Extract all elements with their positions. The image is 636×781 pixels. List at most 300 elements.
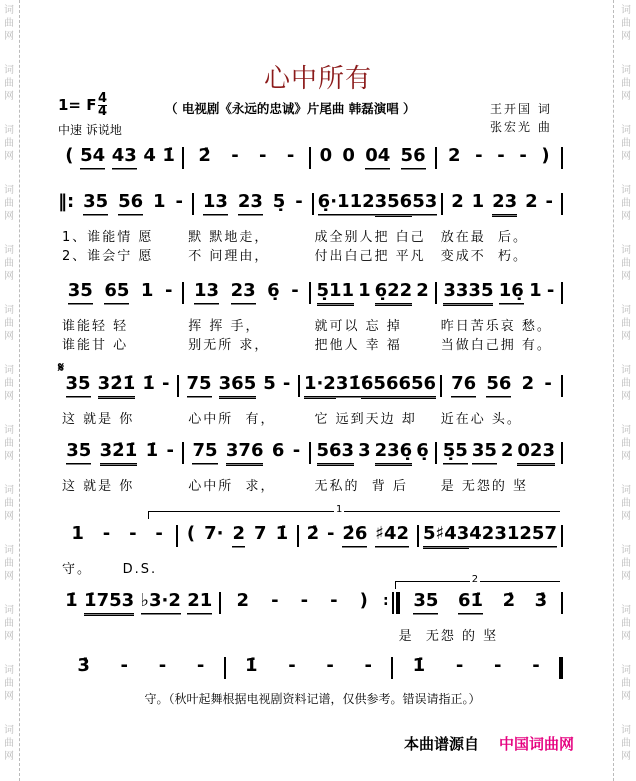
note: 1 <box>471 191 485 212</box>
note: 7 <box>254 523 267 544</box>
note: 35 <box>66 373 91 399</box>
lyric-segment: 心中所 求， <box>188 479 276 494</box>
lyrics-line <box>58 315 563 334</box>
note: 1 <box>153 191 166 212</box>
note: 1̇ <box>145 440 159 461</box>
note: ♯42 <box>375 523 409 549</box>
note: 1 <box>529 280 542 301</box>
time-top: 4 <box>98 91 108 106</box>
watermark-char: 曲 <box>621 738 631 749</box>
watermark-char: 网 <box>621 571 631 582</box>
note: - <box>519 145 527 166</box>
watermark-char: 网 <box>621 511 631 522</box>
note: 6̣22 <box>375 280 413 306</box>
measure <box>58 590 219 616</box>
measure <box>437 440 561 466</box>
lyric-segment: 是 无怨 的 坚 <box>398 629 499 644</box>
note: 5̣11 <box>317 280 355 306</box>
watermark <box>3 724 15 763</box>
note: 54 <box>80 145 105 171</box>
lyric-segment: 守。 D.S. <box>62 562 158 577</box>
note: 2̇6 <box>342 523 367 549</box>
note: 35 <box>413 590 438 616</box>
note: 0 <box>342 145 355 166</box>
lyric-segment: 它 远到天边 却 <box>314 412 417 427</box>
watermark-char: 曲 <box>4 738 14 749</box>
note: - <box>295 191 303 212</box>
note: - <box>300 590 309 611</box>
note: - <box>286 145 295 166</box>
watermark-char: 网 <box>621 331 631 342</box>
note: 32̇1̇ <box>98 373 136 399</box>
note: - <box>288 655 296 676</box>
note: 04 <box>365 145 390 171</box>
watermark <box>620 664 632 703</box>
watermark-char: 词 <box>621 65 631 76</box>
note: - <box>364 655 372 676</box>
lyric-segment: 挥 挥 手， <box>188 319 261 334</box>
song-title: 心中所有 <box>263 64 372 94</box>
watermark-char: 曲 <box>621 78 631 89</box>
watermark-char: 曲 <box>621 258 631 269</box>
watermark-char: 词 <box>621 545 631 556</box>
watermark-char: 曲 <box>4 618 14 629</box>
watermark-char: 曲 <box>4 138 14 149</box>
watermark-char: 词 <box>4 5 14 16</box>
bar-line <box>561 375 563 397</box>
lyric-segment: 2、谁会宁 愿 <box>62 249 154 264</box>
note: 75 <box>192 440 217 466</box>
watermark-char: 网 <box>4 271 14 282</box>
volta-2 <box>395 574 560 589</box>
note: 23 <box>231 280 256 306</box>
note: 21 <box>187 590 212 616</box>
bar-line <box>561 525 563 547</box>
measure <box>400 590 561 616</box>
measure <box>58 280 182 306</box>
note: 65 <box>104 280 129 306</box>
watermark-char: 曲 <box>621 378 631 389</box>
note: 42 <box>469 523 494 549</box>
note: 3 <box>358 440 371 461</box>
watermark-char: 曲 <box>4 318 14 329</box>
note: - <box>161 373 170 394</box>
watermark <box>620 124 632 163</box>
lyrics-line <box>58 558 563 577</box>
watermark-char: 词 <box>621 665 631 676</box>
measure <box>58 523 176 549</box>
watermark-char: 曲 <box>4 198 14 209</box>
note: - <box>129 523 137 544</box>
volta-2-label: 2 <box>471 574 479 585</box>
note: 31 <box>494 523 519 549</box>
watermark-char: 词 <box>4 245 14 256</box>
watermark <box>3 244 15 283</box>
measure <box>300 373 440 399</box>
measure <box>221 590 382 616</box>
note: 35 <box>472 440 497 466</box>
note: - <box>292 440 301 461</box>
watermark-char: 网 <box>4 211 14 222</box>
note: 6̣ <box>267 280 280 301</box>
note: 5 <box>263 373 276 394</box>
note: 16̣ <box>499 280 524 306</box>
subtitle: （ 电视剧《永远的忠诚》片尾曲 韩磊演唱 ） <box>165 101 416 116</box>
note: 7· <box>204 523 224 544</box>
watermark-char: 网 <box>621 31 631 42</box>
watermark <box>3 424 15 463</box>
note: 2 <box>448 145 461 166</box>
note: 61̇ <box>458 590 483 616</box>
note: - <box>544 373 552 394</box>
watermark-char: 词 <box>4 665 14 676</box>
lyrics-line <box>58 475 563 494</box>
measure <box>299 523 417 549</box>
note: - <box>175 191 183 212</box>
note: 563 <box>317 440 355 466</box>
watermark-char: 词 <box>4 425 14 436</box>
composer: 张宏光 曲 <box>490 120 552 134</box>
lyrics-line <box>58 408 563 427</box>
measure <box>314 191 442 217</box>
note: 23 <box>492 191 517 217</box>
note: 376 <box>226 440 264 466</box>
watermark-char: 词 <box>621 365 631 376</box>
note: 56 <box>486 373 511 399</box>
watermark-char: 曲 <box>621 18 631 29</box>
note: ♭3·2 <box>141 590 181 616</box>
watermark <box>620 424 632 463</box>
watermark-char: 曲 <box>4 558 14 569</box>
volta-1 <box>148 504 560 519</box>
note: 75 <box>187 373 212 399</box>
note: 2 <box>500 440 514 461</box>
note: 13 <box>194 280 219 306</box>
note: 3̇ <box>534 590 548 611</box>
lyric-segment: 心中所 有， <box>188 412 276 427</box>
watermark <box>3 364 15 403</box>
watermark-char: 曲 <box>4 78 14 89</box>
lyric-segment: 无私的 背 后 <box>314 479 408 494</box>
watermark-char: 词 <box>4 125 14 136</box>
watermark <box>3 604 15 643</box>
measure <box>419 523 561 549</box>
watermark-char: 网 <box>621 211 631 222</box>
note: 6 <box>271 440 285 461</box>
score-line <box>58 373 563 399</box>
watermark-char: 曲 <box>4 678 14 689</box>
note: - <box>196 655 205 676</box>
lyric-segment <box>226 625 394 641</box>
lyric-segment: 当做白己拥 有。 <box>440 338 552 353</box>
score-line <box>58 191 563 217</box>
watermark-char: 词 <box>621 125 631 136</box>
watermark <box>620 724 632 763</box>
note: - <box>475 145 483 166</box>
note: - <box>494 655 502 676</box>
watermark-char: 网 <box>4 571 14 582</box>
lyric-segment: 近在心 头。 <box>440 412 522 427</box>
time-signature <box>98 93 107 118</box>
note: ) <box>359 590 368 611</box>
bar-line <box>561 592 563 614</box>
watermark <box>3 544 15 583</box>
watermark-char: 词 <box>4 725 14 736</box>
key-signature: 1= F <box>58 96 97 114</box>
watermark <box>620 244 632 283</box>
measure <box>226 655 392 681</box>
watermark-char: 曲 <box>621 498 631 509</box>
watermark-char: 曲 <box>621 678 631 689</box>
note: 1̇ <box>275 523 289 544</box>
watermark-char: 网 <box>4 511 14 522</box>
note: 2̇ <box>502 590 516 611</box>
watermark-char: 曲 <box>4 258 14 269</box>
note: 32̇1̇ <box>100 440 138 466</box>
watermark <box>620 484 632 523</box>
note: 56 <box>401 145 426 171</box>
note: 656 <box>361 373 399 399</box>
note: 53 <box>412 191 437 217</box>
note: 6̣·1 <box>318 191 350 217</box>
note: 236̣ <box>375 440 413 466</box>
note: 2 <box>521 373 535 394</box>
watermark-char: 词 <box>621 185 631 196</box>
lyric-segment <box>437 558 563 574</box>
watermark-char: 词 <box>4 605 14 616</box>
lyric-segment: 昨日苦乐哀 愁。 <box>440 319 552 334</box>
note: ( <box>186 523 196 544</box>
lyric-segment: 不 问理由， <box>188 249 270 264</box>
note: 2 <box>232 523 245 549</box>
lyric-segment: 成全别人把 白己 <box>314 230 426 245</box>
footer-source: 中国词曲网 <box>499 735 575 753</box>
note: - <box>120 655 129 676</box>
lyric-segment: 把他人 幸 福 <box>314 338 402 353</box>
note: 31̇ <box>336 373 361 399</box>
measure <box>443 191 561 217</box>
watermark-char: 词 <box>621 485 631 496</box>
note: - <box>546 280 555 301</box>
watermark-char: 曲 <box>621 558 631 569</box>
note: 023 <box>517 440 555 466</box>
lyric-segment: 变成不 朽。 <box>440 249 529 264</box>
watermark <box>3 304 15 343</box>
lyric-segment: 谁能轻 轻 <box>62 319 129 334</box>
watermark-char: 曲 <box>621 198 631 209</box>
right-margin-line <box>613 0 614 781</box>
final-bar-line <box>559 657 563 679</box>
segno-sign: 𝄋 <box>58 360 65 376</box>
note: 35 <box>68 280 93 306</box>
volta-1-label: 1 <box>335 504 343 515</box>
watermark-char: 词 <box>621 725 631 736</box>
note: 0 <box>319 145 333 166</box>
measure <box>58 655 224 681</box>
watermark-char: 曲 <box>4 378 14 389</box>
note: 1̇ <box>142 373 155 394</box>
measure <box>184 440 308 466</box>
watermark-char: 网 <box>621 691 631 702</box>
left-margin-line <box>19 0 20 781</box>
lyric-segment: 谁能甘 心 <box>62 338 129 353</box>
watermark-char: 曲 <box>621 138 631 149</box>
note: 2̇ <box>198 145 211 166</box>
note: - <box>155 523 163 544</box>
measure <box>179 373 298 399</box>
watermark-char: 词 <box>4 305 14 316</box>
note: - <box>231 145 239 166</box>
lyric-segment: 别无所 求， <box>188 338 270 353</box>
watermark-char: 网 <box>4 391 14 402</box>
repeat-end-sign: : <box>382 593 389 609</box>
lyric-segment: 默 默地走， <box>188 230 270 245</box>
measure <box>437 145 561 171</box>
score-line <box>58 655 563 681</box>
watermark-char: 曲 <box>4 18 14 29</box>
watermark-char: 词 <box>4 185 14 196</box>
note: 2 <box>236 590 250 611</box>
note: 2̇ <box>306 523 320 544</box>
note: 2 <box>451 191 464 212</box>
watermark <box>620 304 632 343</box>
score-line <box>58 280 563 306</box>
note: - <box>158 655 167 676</box>
note: - <box>326 655 334 676</box>
watermark-char: 网 <box>621 91 631 102</box>
note: 23 <box>238 191 263 217</box>
note: 1 <box>358 280 371 301</box>
watermark <box>620 604 632 643</box>
lyric-segment: 放在最 后。 <box>440 230 529 245</box>
note: - <box>271 590 279 611</box>
lyrics-line <box>58 625 563 644</box>
note: - <box>164 280 173 301</box>
lyrics-line <box>58 226 563 245</box>
lyric-segment: 是 无怨的 坚 <box>440 479 529 494</box>
measure <box>178 523 296 549</box>
note: ) <box>541 145 550 166</box>
lyric-segment: 就可以 忘 掉 <box>314 319 402 334</box>
note: 3335 <box>443 280 493 306</box>
note: ( <box>65 145 74 166</box>
score-line <box>58 440 563 466</box>
note: 6̣ <box>416 440 429 461</box>
note: 356 <box>375 191 413 217</box>
note: 1 <box>140 280 154 301</box>
note: - <box>497 145 505 166</box>
bar-line <box>561 282 563 304</box>
score-line <box>58 523 563 549</box>
watermark-char: 词 <box>621 425 631 436</box>
note: - <box>545 191 553 212</box>
watermark-char: 网 <box>4 631 14 642</box>
note: 1̇753 <box>84 590 134 616</box>
watermark-char: 曲 <box>621 618 631 629</box>
note: 365 <box>219 373 257 399</box>
note: 35 <box>66 440 91 466</box>
time-bottom: 4 <box>98 104 108 119</box>
watermark-char: 网 <box>621 751 631 762</box>
note: 1̇ <box>412 655 426 676</box>
lyric-segment <box>184 558 310 574</box>
watermark-char: 网 <box>4 91 14 102</box>
watermark <box>3 184 15 223</box>
note: 13 <box>203 191 228 217</box>
watermark-char: 网 <box>4 31 14 42</box>
measure <box>311 280 435 306</box>
watermark-char: 词 <box>4 365 14 376</box>
note: 5̣5 <box>443 440 468 466</box>
measure <box>58 373 177 399</box>
watermark <box>3 664 15 703</box>
note: 1̇ <box>245 655 258 676</box>
measure <box>194 191 312 217</box>
watermark-char: 曲 <box>621 318 631 329</box>
note: - <box>532 655 540 676</box>
note: - <box>326 523 335 544</box>
note: 35 <box>83 191 108 217</box>
measure <box>437 280 561 306</box>
measure <box>184 280 308 306</box>
measure <box>311 440 435 466</box>
note: 5♯43 <box>423 523 469 549</box>
note: 2 <box>416 280 429 301</box>
lyrics-line <box>58 245 563 264</box>
lyrics-line <box>58 690 563 706</box>
tempo-marking: 中速 诉说地 <box>58 123 122 137</box>
note: 1 <box>71 523 84 544</box>
lyric-segment <box>311 558 437 574</box>
watermark-char: 词 <box>4 65 14 76</box>
note: 1·2 <box>304 373 336 399</box>
watermark-char: 网 <box>4 451 14 462</box>
bar-line <box>561 147 563 169</box>
note: 2 <box>525 191 538 212</box>
watermark-char: 词 <box>621 245 631 256</box>
watermark-char: 网 <box>621 271 631 282</box>
note: 76 <box>451 373 476 399</box>
watermark-char: 曲 <box>4 438 14 449</box>
watermark-char: 词 <box>4 545 14 556</box>
lyric-segment: 这 就是 你 <box>62 479 135 494</box>
note: 4 <box>143 145 156 166</box>
measure <box>58 440 182 466</box>
lyric-segment <box>481 690 564 706</box>
lyric-segment: 这 就是 你 <box>62 412 135 427</box>
note: 12 <box>350 191 375 217</box>
watermark-char: 曲 <box>4 498 14 509</box>
measure <box>184 145 308 171</box>
note: 3̇ <box>77 655 90 676</box>
note: - <box>291 280 299 301</box>
measure <box>393 655 559 681</box>
lyric-segment <box>58 625 226 641</box>
repeat-start-sign: ‖: <box>58 191 75 212</box>
measure <box>58 145 182 171</box>
watermark-char: 网 <box>621 391 631 402</box>
note: - <box>282 373 291 394</box>
lyric-segment <box>58 690 141 706</box>
note: 257 <box>519 523 557 549</box>
watermark <box>620 364 632 403</box>
note: 56 <box>118 191 143 217</box>
watermark <box>3 4 15 43</box>
bar-line <box>561 193 563 215</box>
watermark-char: 网 <box>621 151 631 162</box>
watermark <box>3 124 15 163</box>
measure <box>442 373 561 399</box>
